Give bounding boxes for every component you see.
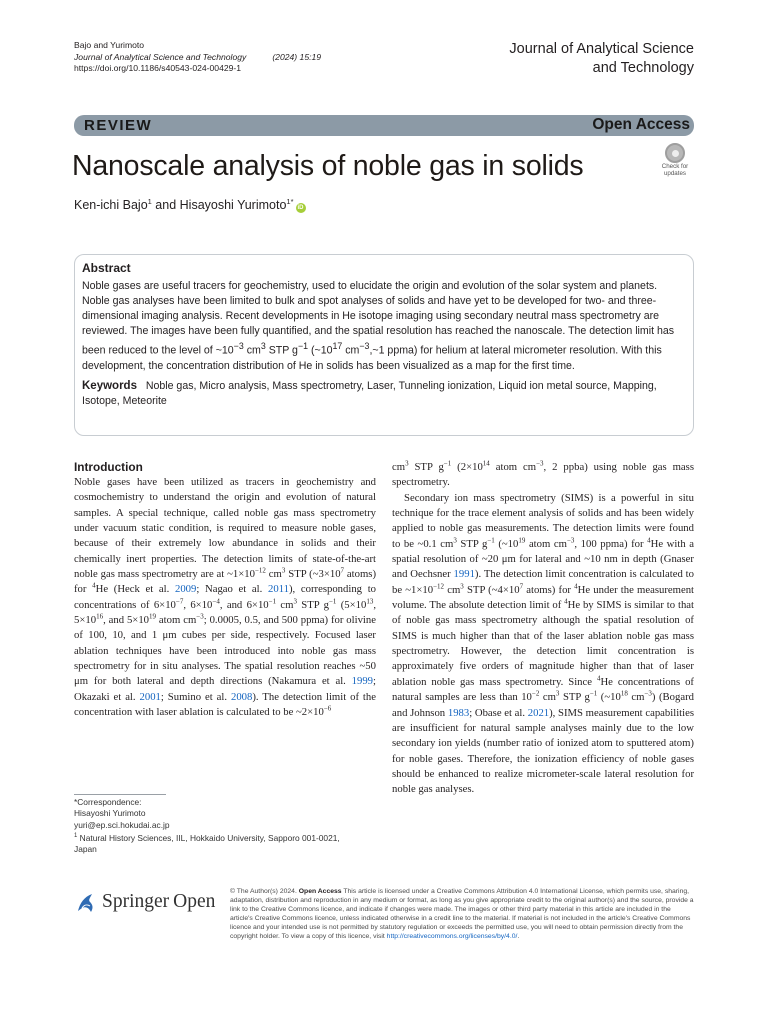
check-updates-icon — [665, 143, 685, 163]
abstract-heading: Abstract — [82, 261, 131, 275]
license-link[interactable]: http://creativecommons.org/licenses/by/4.0/ — [386, 933, 518, 941]
fn-email[interactable]: yuri@ep.sci.hokudai.ac.jp — [74, 819, 170, 830]
author-1[interactable]: Ken-ichi Bajo — [74, 198, 148, 213]
fn-name: Hisayoshi Yurimoto — [74, 808, 146, 819]
header-doi[interactable]: https://doi.org/10.1186/s40543-024-00429-1 — [74, 63, 242, 73]
journal-name — [464, 40, 694, 78]
article-title: Nanoscale analysis of noble gas in solids — [72, 150, 584, 182]
article-type-banner — [74, 115, 694, 136]
header-volume: (2024) 15:19 — [272, 51, 322, 62]
body-column-right — [392, 460, 694, 798]
abstract-text-a: Noble gases are useful tracers for geochemistry, used to elucidate the origin and evolution of the solar system and planets. Noble gas analyses have been limited to bulk and spot analyses of solids and have yet to be developed for two- and three-dimensional imaging analysis. Recent developments in He isotope imaging using secondary neutral mass spectrometry are reviewed. The images have been fully quantified, and the spatial resolution has reached the nanoscale. The detection limit has been reduced to the level of ~10 — [82, 280, 675, 357]
abstract-sup: −3 — [359, 341, 370, 351]
abstract-sup: −1 — [297, 341, 309, 351]
section-heading-introduction: Introduction — [74, 460, 143, 474]
springer-horse-icon — [74, 891, 98, 915]
author-list — [74, 197, 306, 213]
license-copyright: © The Author(s) 2024. — [230, 888, 297, 895]
keywords-list: Noble gas, Micro analysis, Mass spectrometry, Laser, Tunneling ionization, Liquid ion metal source, Mapping, Isotope, Meteorite — [82, 379, 657, 407]
orcid-icon[interactable]: iD — [297, 205, 304, 212]
fn-correspondence: *Correspondence: — [74, 797, 142, 807]
abstract-sup: 3 — [260, 341, 266, 351]
author-conjunction: and — [151, 198, 180, 213]
check-for-updates-badge[interactable] — [656, 142, 694, 180]
fn-country: Japan — [74, 844, 97, 855]
license-body: This article is licensed under a Creative Commons Attribution 4.0 International License, which permits use, sharing, adaptation, distribution and reproduction in any medium or format, as long as you give appropriate credit to the original author(s) and the source, provide a link to the Creative Commons licence, and indicate if changes were made. The images or other third party material in this article are included in the article's Creative Commons licence, unless indicated otherwise in a credit line to the material. If material is not included in the article's Creative Commons licence and your intended use is not permitted by statutory regulation or exceeds the permitted use, you will need to obtain permission directly from the copyright holder. To view a copy of this licence, visit — [230, 888, 694, 941]
header-journal: Journal of Analytical Science and Technology — [74, 51, 247, 62]
abstract-sup: 17 — [332, 341, 343, 351]
footnote-rule — [74, 794, 166, 795]
springer-wordmark — [102, 891, 215, 913]
abstract-box — [74, 254, 694, 436]
abstract-text-c: STP g — [265, 344, 298, 357]
springer-open: Open — [173, 891, 216, 912]
springer-brand: Springer — [102, 891, 170, 912]
springer-open-logo[interactable] — [74, 889, 224, 919]
abstract-sup: −3 — [233, 341, 244, 351]
journal-name-line2: and Technology — [592, 60, 694, 76]
keywords-label: Keywords — [82, 379, 137, 392]
abstract-text-f: ,~1 ppma) for helium at lateral micrometer resolution. With this development, the concentration distribution of He in solids has been visualized as a map for the first time. — [82, 344, 662, 372]
author-1-affil: 1 — [147, 197, 152, 206]
footnote — [74, 797, 374, 856]
paragraph: $cm^3$ STP $g^{-1}$ ($2\times 10^{14}$ atom $cm^{-3}$, 2 ppba) using noble gas mass spectrometry. — [392, 459, 694, 489]
paragraph: Secondary ion mass spectrometry (SIMS) is a powerful in situ technique for the trace element analysis of solids and has been widely applied to noble gas measurements. The detection limits were found to be ~0.1 $cm^3$ STP $g^{-1}$ ($\sim 10^{19}$ atom $cm^{-3}$, 100 ppma) for $^4$He with a spatial resolution of ~20 μm for lateral and ~10 nm in depth (Gnaser and Oechsner 1991). The detection limit concentration is calculated to be $\sim 1\times 10^{-12}$ $cm^3$ STP ($\sim 4\times 10^7$ atoms) for $^4$He under the measurement volume. The absolute detection limit of $^4$He by SIMS is similar to that of noble gas mass spectrometry although the spatial resolution of SIMS is much higher than that of the laser ablation noble gas mass spectrometry. However, the detection limit concentration is approximately five orders of magnitude higher than that of laser ablation noble gas mass spectrometry. Since $^4$He concentrations of natural samples are less than $10^{-2}$ $cm^3$ STP $g^{-1}$ ($\sim 10^{18}$ $cm^{-3}$) (Bogard and Johnson 1983; Obase et al. 2021), SIMS measurement capabilities are insufficient for natural sample analyses mainly due to the low secondary ion yields (number ratio of ionized atom to sputtered atom) for noble gases. Therefore, the ionization efficiency of noble gases should be enhanced to realize micrometer-scale lateral resolution for noble gas analyses. — [392, 491, 695, 796]
paragraph: Noble gases have been utilized as tracers in geochemistry and cosmochemistry to understand the origin and evolution of natural samples. A special technique, called noble gas mass spectrometry under vacuum static condition, is required to measure noble gases, because of their extremely low abundance in solids and their chemically inert properties. The detection limits of state-of-the-art noble gas mass spectrometry are at $\sim 1\times 10^{-12}$ $cm^3$ STP ($\sim 3\times 10^7$ atoms) for $^4$He (Heck et al. 2009; Nagao et al. 2011), corresponding to concentrations of $6\times 10^{-7}$, $6\times 10^{-4}$, and $6\times 10^{-1}$ $cm^3$ STP $g^{-1}$ ($5\times 10^{13}$, $5\times 10^{16}$, and $5\times 10^{19}$ atom $cm^{-3}$; 0.0005, 0.5, and 500 ppma) for olivine of 100, 10, and 1 μm cubes per side, respectively. Focused laser ablation techniques have been introduced into noble gas mass spectrometry for in situ analyses. The spatial resolution reaches ~50 μm for both lateral and depth directions (Nakamura et al. 1999; Okazaki et al. 2001; Sumino et al. 2008). The detection limit of the concentration with laser ablation is calculated to be $\sim 2\times 10^{-6}$ — [74, 476, 377, 719]
body-column-left — [74, 460, 376, 721]
running-header — [74, 40, 321, 75]
fn-affil-text: Natural History Sciences, IIL, Hokkaido University, Sapporo 001-0021, — [77, 833, 340, 844]
author-2[interactable]: Hisayoshi Yurimoto — [179, 198, 287, 213]
license-text — [230, 887, 694, 941]
header-authors: Bajo and Yurimoto — [74, 40, 145, 50]
abstract-text-d: (~10 — [308, 344, 333, 357]
license-open-access: Open Access — [298, 888, 342, 895]
review-label: REVIEW — [84, 117, 153, 134]
abstract-text-b: cm — [243, 344, 261, 357]
abstract-text-e: cm — [342, 344, 360, 357]
keywords — [82, 379, 685, 409]
author-2-affil: 1* — [286, 197, 294, 206]
journal-name-line1: Journal of Analytical Science — [509, 41, 694, 57]
check-updates-line1: Check for — [661, 163, 689, 170]
license-end: . — [517, 933, 520, 941]
check-updates-line2: updates — [663, 169, 687, 177]
fn-affiliation — [74, 831, 374, 844]
open-access-label: Open Access — [592, 116, 690, 133]
check-updates-label — [656, 164, 694, 177]
abstract-text — [82, 279, 685, 374]
fn-affil-sup: 1 — [74, 833, 78, 840]
